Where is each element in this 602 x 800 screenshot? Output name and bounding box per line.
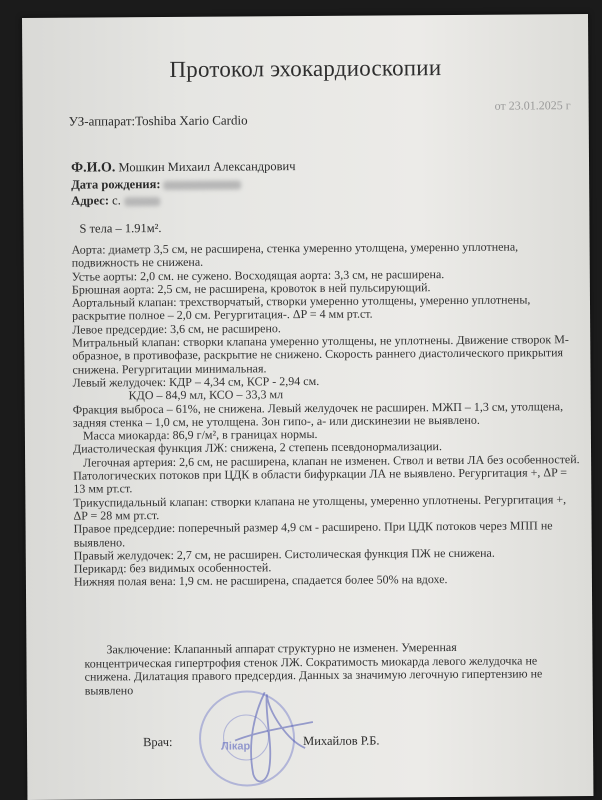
body-surface-area: S тела – 1.91м². [79,221,162,236]
finding-line: Патологических потоков при ЦДК в области бифуркации ЛА не выявлено. Регургитация +, ΔP = [73,465,568,483]
patient-block [71,158,296,209]
address-label: Адрес: [71,193,110,208]
finding-line: Нижняя полая вена: 1,9 см. не расширена, спадается более 50% на вдохе. [73,572,448,590]
stamp-text: Лікар [221,740,251,753]
document-date: от 23.01.2025 г [494,98,571,113]
document-title: Протокол эхокардиоскопии [169,55,442,82]
finding-line: Аортальный клапан: трехстворчатый, створки умеренно утолщены, умеренно уплотнены, [71,292,531,310]
finding-line: Фракция выброса – 61%, не снижена. Левый желудочек не расширен. МЖП – 1,3 см, утолщена, [72,398,564,417]
conclusion-line: снижена. Дилатация правого предсердия. Данных за значимую легочную гипертензию не [84,666,543,684]
finding-line: Устье аорты: 2,0 см. не сужено. Восходящая аорта: 3,3 см, не расширена. [71,266,445,284]
finding-line: образное, в противофазе, раскрытие не снижено. Скорость раннего диастолического прикрытия [72,345,564,364]
redacted-address [124,197,160,206]
finding-line: 13 мм рт.ст. [73,481,133,496]
finding-line: Диастолическая функция ЛЖ: снижена, 2 степень псевдонормализации. [72,439,442,457]
conclusion-line: Заключение: Клапанный аппарат структурно не изменен. Умеренная [106,639,457,657]
finding-line: задняя стенка – 1,0 см, не утолщена. Зон гипо-, а- или дискинезии не выявлено. [72,412,480,430]
fio-value: Мошкин Михаил Александрович [118,159,296,175]
doctor-label: Врач: [143,734,173,750]
finding-line: Правый желудочек: 2,7 см, не расширен. Систолическая функция ПЖ не снижена. [73,545,495,563]
finding-line: Правое предсердие: поперечный размер 4,9 см - расширено. При ЦДК потоков через МПП не [73,518,553,536]
address-value: с. [112,193,121,208]
finding-line: Левый желудочек: КДР – 4,34 см, КСР - 2,94 см. [72,373,320,390]
finding-line: Трикуспидальный клапан: створки клапана не утолщены, умеренно уплотнены. Регургитация +, [73,491,567,510]
finding-line: ΔP = 28 мм рт.ст. [73,507,160,523]
finding-line: Митральный клапан: створки клапана умеренно утолщены, не уплотнены. Движение створок М- [72,332,569,350]
findings-body [71,239,580,590]
finding-line: Аорта: диаметр 3,5 см, не расширена, стенка умеренно утолщена, умеренно уплотнена, [71,239,519,257]
finding-line: раскрытие полное – 2,0 см. Регургитация-. ΔP = 4 мм рт.ст. [72,307,373,324]
finding-line: Легочная артерия: 2,6 см, не расширена, клапан не изменен. Ствол и ветви ЛА без особенностей. [83,451,580,470]
finding-line: Брюшная аорта: 2,5 см, не расширена, кровоток в ней пульсирующий. [71,280,431,297]
finding-line: подвижность не снижена. [71,255,204,270]
finding-line: Перикард: без видимых особенностей. [73,560,272,576]
device-line: УЗ-аппарат:Toshiba Xario Cardio [68,112,248,129]
conclusion-line: выявлено [84,682,134,698]
finding-line: КДО – 84,9 мл, КСО – 33,3 мл [128,387,284,403]
finding-line: Левое предсердие: 3,6 см, не расширено. [72,320,281,337]
finding-line: Масса миокарда: 86,9 г/м², в границах нормы. [82,427,318,443]
dob-label: Дата рождения: [71,177,161,192]
doctor-name: Михайлов Р.Б. [303,733,380,749]
finding-line: снижена. Регургитации минимальная. [72,360,267,377]
redacted-dob [164,180,242,190]
finding-line: выявлено. [73,534,126,550]
conclusion-line: концентрическая гипертрофия стенок ЛЖ. Сократимость миокарда левого желудочка не [84,652,538,671]
protocol-sheet [22,14,593,800]
fio-label: Ф.И.О. [70,160,116,176]
